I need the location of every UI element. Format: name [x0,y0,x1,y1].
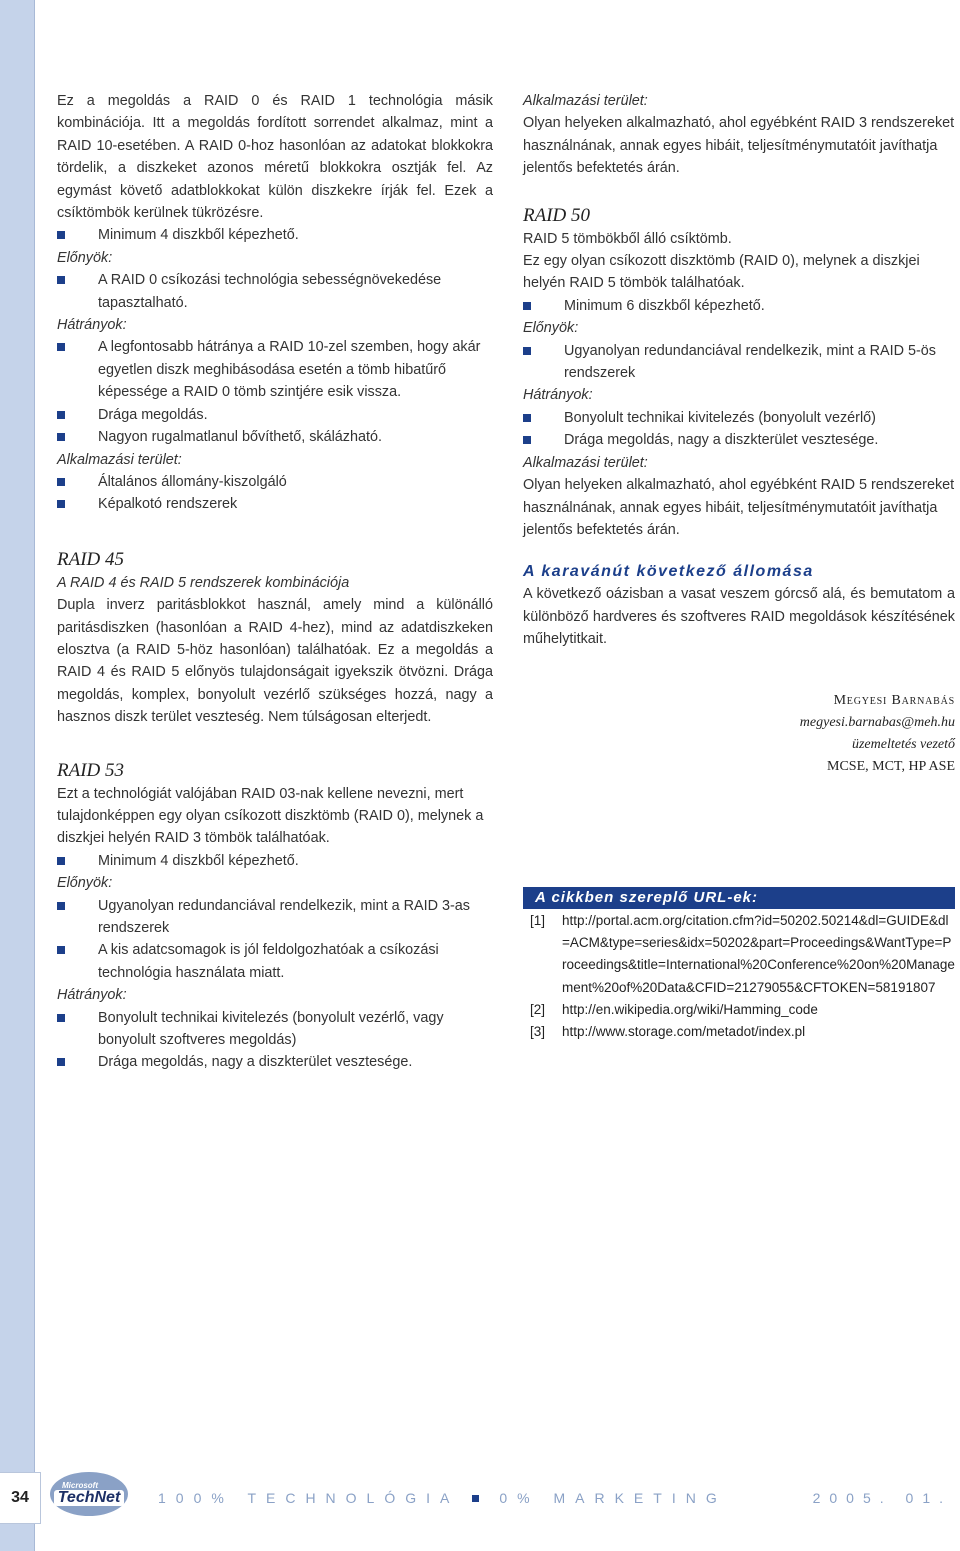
page-sidebar-strip [0,0,35,1551]
author-name: Megyesi Barnabás [833,693,955,708]
raid50-usage-label: Alkalmazási terület: [523,454,648,471]
list-item: Ugyanolyan redundanciával rendelkezik, mint a RAID 3-as rendszerek [57,895,493,940]
next-issue-heading: A karavánút következő állomása [523,563,814,581]
usage-text: Olyan helyeken alkalmazható, ahol egyébként RAID 3 rendszereket használnának, annak egyes hibáit, teljesítménymutatóit javíthatja jelentős befektetés árán. [523,115,955,177]
page-number: 34 [0,1472,41,1524]
usage-label: Alkalmazási terület: [523,93,648,109]
raid53-advantages-list [57,895,493,985]
footer-date: 2005. 01. [812,1490,952,1506]
raid45-body: Dupla inverz paritásblokkot használ, amely mind a különálló paritásdiszken (hasonlóan a RAID 4-hez), mind az adatdiszkeken elosztva (a RAID 5-höz hasonlóan) találhatóak. Ez a megoldás a RAID 4 és RAID 5 előnyös tulajdonságait igyekszik ötvözni. Drága megoldás, komplex, bonyolult vezérlő szükséges hozzá, nagy a hasznos diszk terület veszteség. Nem túlságosan elterjedt. [57,597,493,726]
section-heading-raid53: RAID 53 [57,759,125,781]
list-item: Általános állomány-kiszolgáló [57,471,493,493]
tagline-separator-icon [472,1495,479,1502]
advantages-label: Előnyök: [57,249,113,266]
list-item: Nagyon rugalmatlanul bővíthető, skálázható. [57,426,493,448]
list-item: Drága megoldás. [57,404,493,426]
list-item: A RAID 0 csíkozási technológia sebességnövekedése tapasztalható. [57,269,493,314]
intro-paragraph: Ez a megoldás a RAID 0 és RAID 1 technológia másik kombinációja. Itt a megoldás fordított sorrendet alkalmaz, mint a RAID 10-esetében. A RAID 0-hoz hasonlóan az adatokat blokkokra tördelik, a diszkeket azonos méretű blokkokra osztják fel. Az egymást követő adatblokkokat külön diszkekre írják fel. Ezek a csíktömbök kerülnek tükrözésre. [57,93,493,222]
disadvantages-list [57,336,493,448]
list-item: Ugyanolyan redundanciával rendelkezik, mint a RAID 5-ös rendszerek [523,340,955,385]
list-item: Képalkotó rendszerek [57,493,493,515]
list-item: Drága megoldás, nagy a diszkterület vesztesége. [57,1051,493,1073]
raid50-usage-text: Olyan helyeken alkalmazható, ahol egyébként RAID 5 rendszereket használnának, annak egyes hibáit, teljesítménymutatóit javíthatja jelentős befektetés árán. [523,477,955,538]
advantages-list [57,269,493,314]
url-list [530,910,955,1043]
url-number: [1] [530,913,546,928]
tagline-technology: 100% TECHNOLÓGIA [158,1490,459,1506]
url-link[interactable]: http://en.wikipedia.org/wiki/Hamming_code [562,1001,818,1017]
url-link[interactable]: http://portal.acm.org/citation.cfm?id=50202.50214&dl=GUIDE&dl=ACM&type=series&idx=50202&part=Proceedings&WantType=Proceedings&title=International%20Conference%20on%20Management%20of%20Data&CFID=21279055&CFTOKEN=58191807 [562,913,955,995]
usage-label: Alkalmazási terület: [57,451,182,468]
raid50-disadvantages-list [523,407,955,452]
author-email: megyesi.barnabas@meh.hu [799,715,955,730]
logo-microsoft-text: Microsoft [62,1481,98,1490]
list-item: Minimum 4 diszkből képezhető. [57,850,493,872]
right-column [523,90,955,651]
raid53-advantages-label: Előnyök: [57,875,113,892]
url-row [530,999,955,1021]
list-item: Bonyolult technikai kivitelezés (bonyolult vezérlő, vagy bonyolult szoftveres megoldás) [57,1007,493,1052]
url-list-header: A cikkben szereplő URL-ek: [523,887,955,909]
requirements-list [57,224,493,246]
tagline-marketing: 0% MARKETING [499,1490,727,1506]
author-role: üzemeltetés vezető [851,737,955,752]
section-heading-raid50: RAID 50 [523,204,591,226]
url-number: [3] [530,1024,546,1040]
author-certs: MCSE, MCT, HP ASE [827,759,955,774]
list-item: A kis adatcsomagok is jól feldolgozhatóak a csíkozási technológia használata miatt. [57,939,493,984]
technet-logo [50,1472,128,1516]
list-item: Minimum 4 diszkből képezhető. [57,224,493,246]
url-link[interactable]: http://www.storage.com/metadot/index.pl [562,1024,806,1040]
url-row [530,910,955,999]
raid50-disadvantages-label: Hátrányok: [523,387,593,404]
raid53-requirements-list [57,850,493,872]
usage-list [57,471,493,516]
raid53-body: Ezt a technológiát valójában RAID 03-nak kellene nevezni, mert tulajdonképpen egy olyan csíkozott diszktömb (RAID 0), melynek a diszkjei helyén RAID 3 tömbök találhatóak. [57,785,484,847]
section-heading-raid45: RAID 45 [57,548,125,570]
url-row [530,1021,955,1043]
left-column [57,90,493,1074]
raid45-subtitle: A RAID 4 és RAID 5 rendszerek kombinációja [57,574,350,591]
author-block [700,690,955,778]
raid53-disadvantages-list [57,1007,493,1074]
list-item: Bonyolult technikai kivitelezés (bonyolult vezérlő) [523,407,955,429]
disadvantages-label: Hátrányok: [57,317,127,334]
raid50-advantages-list [523,340,955,385]
raid53-disadvantages-label: Hátrányok: [57,987,127,1004]
raid50-advantages-label: Előnyök: [523,320,579,337]
list-item: Minimum 6 diszkből képezhető. [523,295,955,317]
raid50-line1: RAID 5 tömbökből álló csíktömb. [523,230,732,247]
list-item: Drága megoldás, nagy a diszkterület vesztesége. [523,429,955,451]
raid50-requirements-list [523,295,955,317]
list-item: A legfontosabb hátránya a RAID 10-zel szemben, hogy akár egyetlen diszk meghibásodása esetén a tömb hibatűrő képessége a RAID 0 tömb szintjére esik vissza. [57,336,493,403]
footer-tagline [158,1490,727,1506]
logo-technet-text: TechNet [54,1490,125,1506]
url-number: [2] [530,1001,546,1017]
raid50-line2: Ez egy olyan csíkozott diszktömb (RAID 0), melynek a diszkjei helyén RAID 5 tömbök találhatóak. [523,253,920,292]
next-issue-text: A következő oázisban a vasat veszem górcső alá, és bemutatom a különböző hardveres és szoftveres RAID megoldások készítésének műhelytitkait. [523,586,955,648]
